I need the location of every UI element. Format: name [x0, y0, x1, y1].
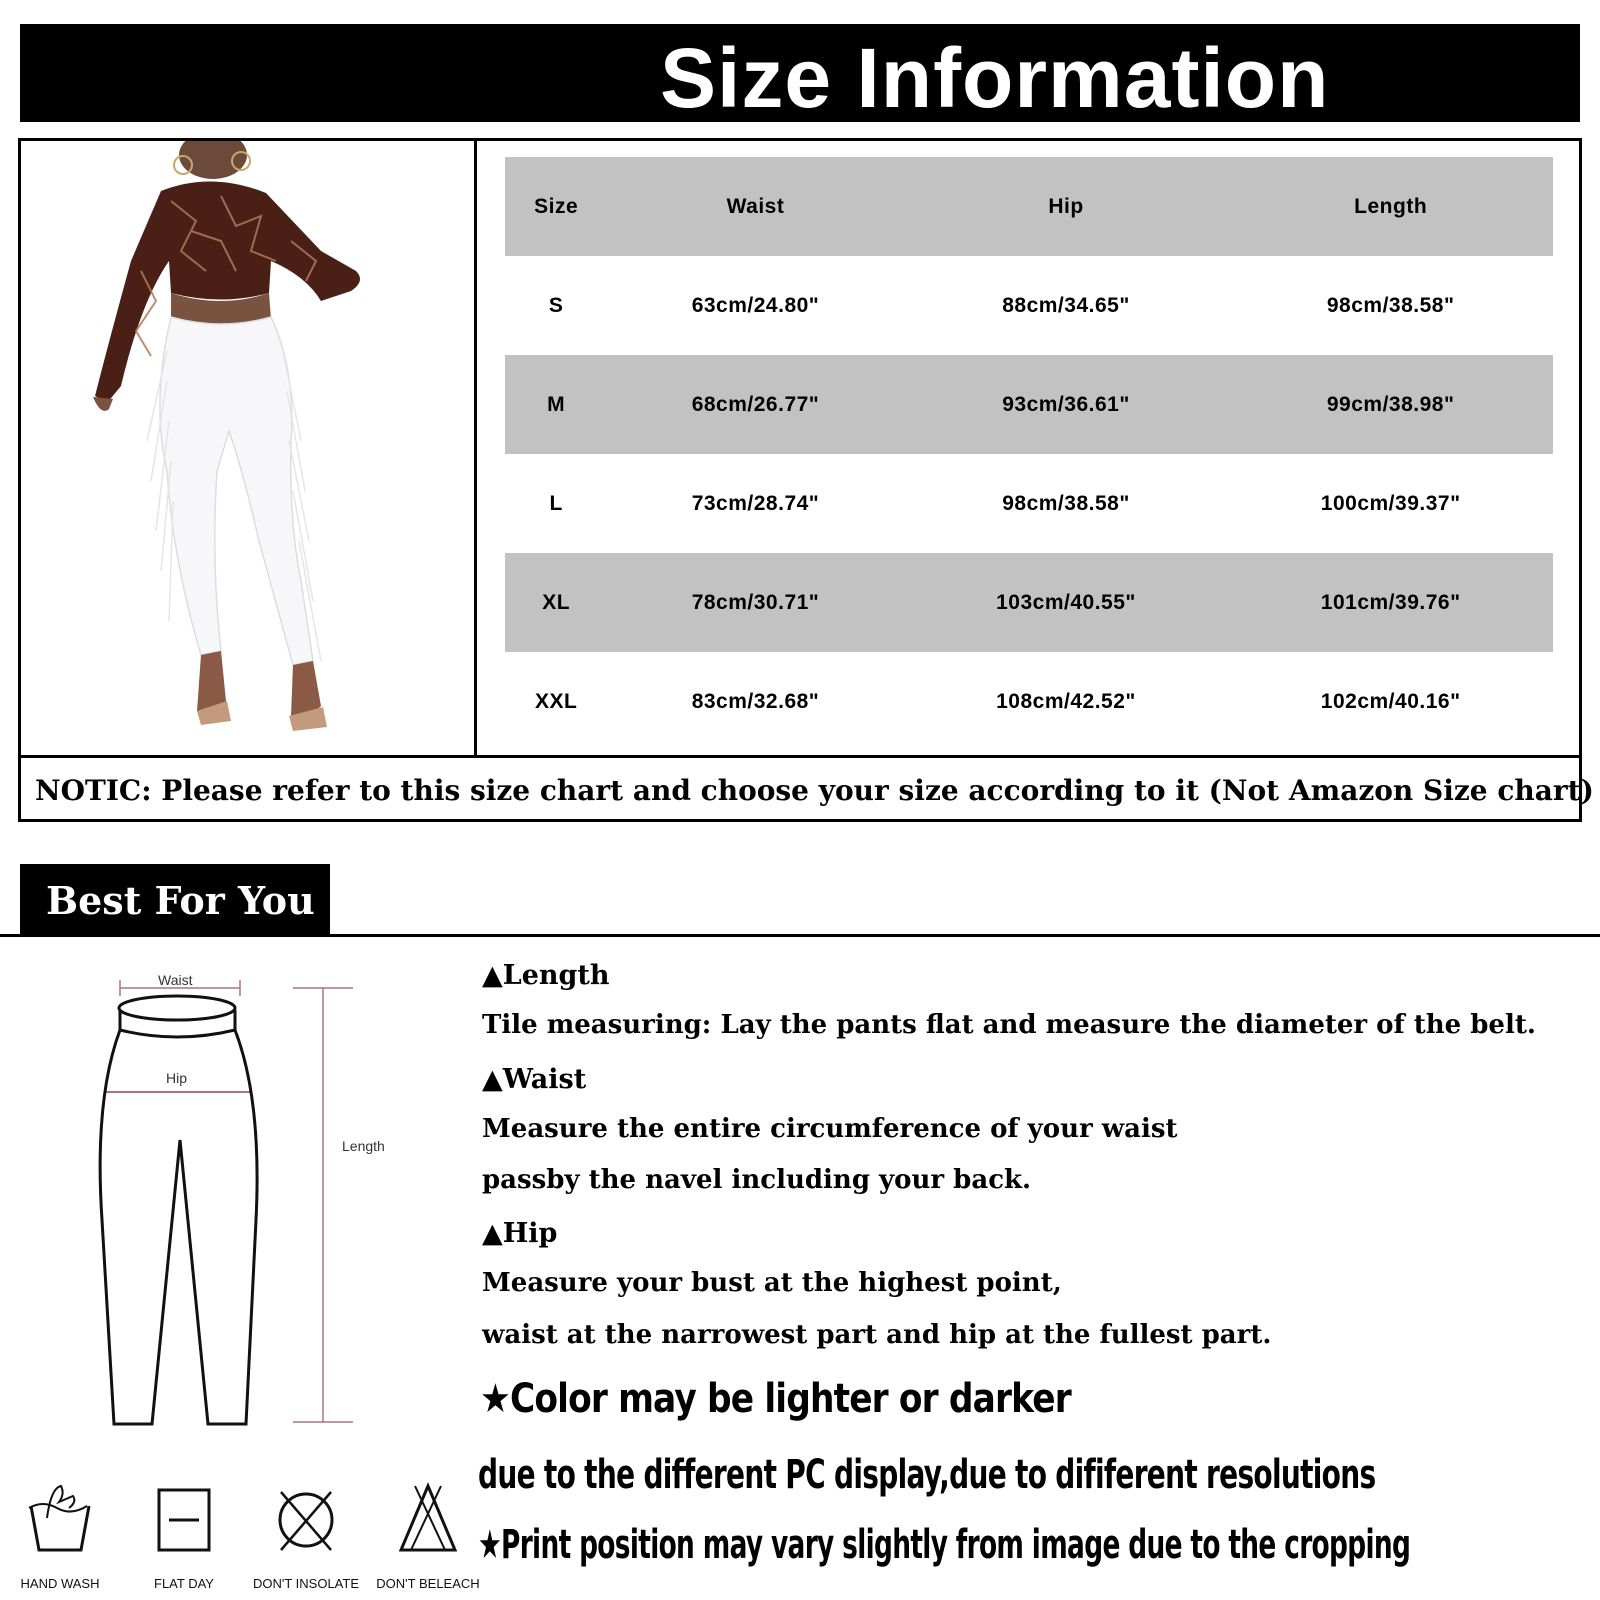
table-cell: 73cm/28.74" [691, 491, 820, 515]
color-note-line-2: due to the different PC display,due to dififerent resolutions [478, 1452, 1376, 1498]
table-cell: 98cm/38.58" [1326, 293, 1455, 317]
care-item-dont-insolate [246, 1470, 366, 1600]
flat-dry-icon [149, 1478, 219, 1558]
care-icons [0, 1470, 480, 1600]
waist-text-1: Measure the entire circumference of your waist [482, 1114, 1178, 1144]
table-cell: 102cm/40.16" [1320, 689, 1461, 713]
pants-outline-icon [80, 960, 420, 1440]
hip-text-2: waist at the narrowest part and hip at the fullest part. [482, 1320, 1272, 1350]
care-item-hand-wash [0, 1470, 120, 1600]
table-cell: 108cm/42.52" [996, 689, 1136, 713]
diagram-waist-label: Waist [158, 972, 193, 988]
table-header-row [505, 157, 1553, 256]
table-cell: M [547, 392, 566, 416]
notice-text: NOTIC: Please refer to this size chart and choose your size according to it (Not Amazon Size chart) [35, 774, 1594, 807]
size-info-box [18, 138, 1594, 822]
table-cell: 63cm/24.80" [691, 293, 820, 317]
care-label: DON'T BELEACH [376, 1576, 480, 1591]
section-divider [0, 934, 1600, 937]
table-cell: 101cm/39.76" [1320, 590, 1461, 614]
table-cell: S [548, 293, 564, 317]
page-title: Size Information [660, 31, 1330, 125]
hip-heading: ▲Hip [482, 1218, 558, 1249]
table-cell: 93cm/36.61" [1002, 392, 1130, 416]
best-for-you-tab [20, 864, 330, 936]
care-label: HAND WASH [20, 1576, 100, 1591]
title-bar [20, 24, 1580, 125]
length-text: Tile measuring: Lay the pants flat and measure the diameter of the belt. [482, 1010, 1536, 1040]
care-item-dont-bleach [368, 1470, 488, 1600]
table-cell: 83cm/32.68" [691, 689, 820, 713]
model-photo [21, 141, 477, 755]
hand-wash-icon [25, 1478, 95, 1558]
care-item-flat-dry [124, 1470, 244, 1600]
table-cell: 68cm/26.77" [691, 392, 820, 416]
model-illustration [21, 141, 477, 755]
table-row [505, 355, 1553, 454]
table-cell: 103cm/40.55" [996, 590, 1136, 614]
hip-text-1: Measure your bust at the highest point, [482, 1268, 1062, 1298]
size-table [505, 157, 1553, 751]
size-table-cell [480, 141, 1579, 755]
table-cell: 98cm/38.58" [1002, 491, 1130, 515]
column-header-hip: Hip [1048, 194, 1084, 218]
dont-insolate-icon [271, 1478, 341, 1558]
care-label: DON'T INSOLATE [252, 1576, 360, 1591]
table-cell: 99cm/38.98" [1326, 392, 1455, 416]
table-row [505, 256, 1553, 355]
care-label: FLAT DAY [154, 1576, 214, 1591]
table-row [505, 454, 1553, 553]
table-cell: 100cm/39.37" [1320, 491, 1461, 515]
waist-heading: ▲Waist [482, 1064, 587, 1095]
table-cell: 88cm/34.65" [1002, 293, 1130, 317]
table-row [505, 553, 1553, 652]
length-heading: ▲Length [482, 960, 610, 991]
diagram-length-label: Length [342, 1138, 385, 1154]
column-header-waist: Waist [726, 194, 785, 218]
column-header-length: Length [1354, 194, 1428, 218]
waist-text-2: passby the navel including your back. [482, 1165, 1032, 1195]
pants-measurement-diagram [80, 960, 420, 1440]
table-cell: L [549, 491, 563, 515]
table-cell: 78cm/30.71" [691, 590, 820, 614]
best-for-you-label: Best For You [46, 878, 315, 923]
table-row [505, 652, 1553, 751]
dont-bleach-icon [393, 1478, 463, 1558]
table-cell: XL [542, 590, 571, 614]
size-chart-notice [21, 755, 1594, 819]
color-note-line-1: ★Color may be lighter or darker [480, 1376, 1071, 1422]
print-note: ★Print position may vary slightly from image due to the cropping [478, 1522, 1411, 1568]
diagram-hip-label: Hip [166, 1070, 188, 1086]
table-cell: XXL [534, 689, 578, 713]
column-header-size: Size [534, 194, 579, 218]
